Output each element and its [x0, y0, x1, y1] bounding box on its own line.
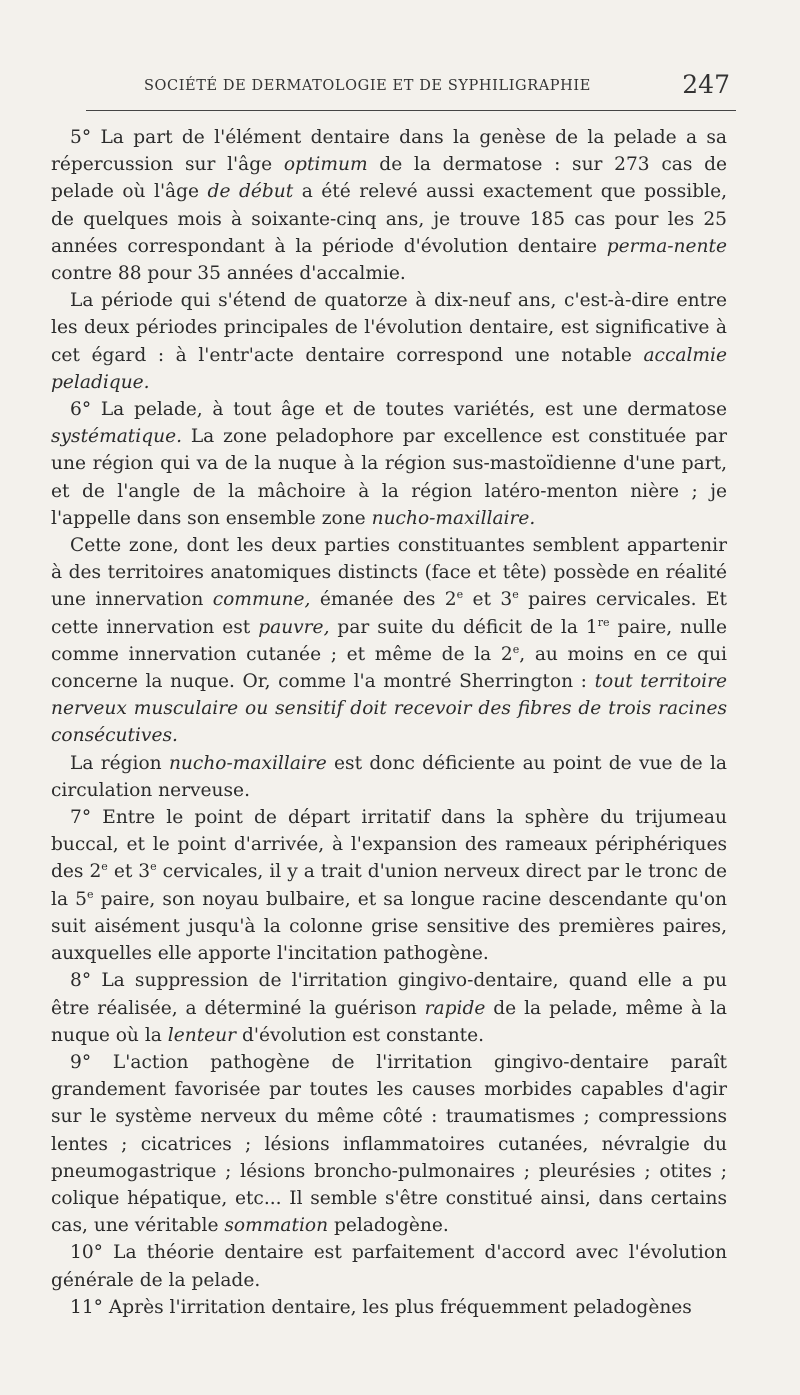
- superscript: e: [456, 588, 464, 602]
- italic-text: tout territoire nerveux musculaire ou sensitif doit recevoir des fibres de trois racines consécutives.: [51, 671, 727, 747]
- text-run: émanée des: [310, 589, 445, 611]
- italic-text: lenteur: [167, 1024, 237, 1046]
- text-run: 2: [444, 589, 457, 611]
- text-run: La période qui s'étend de quatorze à dix-neuf ans, c'est-à-dire entre les deux périodes principales de l'évolution dentaire, est significative à cet égard : à l'entr'acte dentaire correspond une notable: [51, 290, 727, 366]
- text-run: La zone peladophore par excellence est constituée par une région qui va de la nuque à la région sus-mastoïdienne d'une part, et de l'angle de la mâchoire à la région latéro-menton nière ; je l'appelle dans son ensemble zone: [51, 426, 727, 529]
- superscript: re: [597, 615, 610, 629]
- header-title: SOCIÉTÉ DE DERMATOLOGIE ET DE SYPHILIGRAPHIE: [144, 78, 591, 94]
- italic-text: accalmie peladique.: [51, 344, 727, 393]
- text-run: 9° L'action pathogène de l'irritation gingivo-dentaire paraît grandement favorisée par toutes les causes morbides capables d'agir sur le système nerveux du même côté : traumatismes ; compressions lentes ; cicatrices ; lésions inflammatoires cutanées, névralgie du pneumogastrique ; lésions broncho-pulmonaires ; pleurésies ; otites ; colique hépatique, etc... Il semble s'être constitué ainsi, dans certains cas, une véritable: [51, 1051, 727, 1237]
- paragraph: [51, 124, 727, 287]
- text-run: 6° La pelade, à tout âge et de toutes variétés, est une dermatose: [70, 399, 727, 421]
- text-run: et 3: [107, 861, 151, 883]
- text-run: est donc déficiente au point de vue de la circulation nerveuse.: [51, 752, 727, 801]
- text-run: La région: [70, 752, 169, 774]
- text-run: par suite du déficit de la 1: [329, 616, 598, 638]
- paragraph: [51, 804, 727, 967]
- italic-text: optimum: [283, 154, 368, 176]
- italic-text: perma-nente: [606, 235, 727, 257]
- italic-text: rapide: [424, 997, 486, 1019]
- superscript: e: [86, 887, 94, 901]
- superscript: e: [150, 860, 157, 874]
- superscript: e: [101, 860, 108, 874]
- text-run: paire, nulle comme innervation cutanée ; et même de la 2: [51, 616, 727, 665]
- italic-text: commune,: [212, 589, 311, 611]
- paragraph: [51, 967, 727, 1049]
- italic-text: de début: [207, 181, 294, 203]
- paragraph: [51, 750, 727, 804]
- text-run: paires cervicales. Et cette innervation est: [51, 589, 727, 638]
- text-run: 11° Après l'irritation dentaire, les plus fréquemment peladogènes: [70, 1296, 692, 1318]
- body-text: [51, 124, 727, 1321]
- running-header: [86, 70, 736, 102]
- paragraph: [51, 1239, 727, 1293]
- italic-text: sommation: [224, 1215, 329, 1237]
- italic-text: systématique.: [51, 426, 182, 448]
- paragraph: [51, 396, 727, 532]
- superscript: e: [512, 588, 519, 602]
- text-run: contre 88 pour 35 années d'accalmie.: [51, 263, 406, 285]
- text-run: 8° La suppression de l'irritation gingivo-dentaire, quand elle a pu être réalisée, a déterminé la guérison: [51, 970, 727, 1019]
- italic-text: pauvre,: [258, 616, 330, 638]
- italic-text: nucho-maxillaire.: [371, 507, 536, 529]
- text-run: peladogène.: [328, 1215, 449, 1237]
- text-run: 10° La théorie dentaire est parfaitement d'accord avec l'évolution générale de la pelade.: [51, 1242, 727, 1291]
- paragraph: [51, 1294, 727, 1321]
- text-run: et 3: [463, 589, 513, 611]
- text-run: 5° La part de l'élément dentaire dans la genèse de la pelade a sa répercussion sur l'âge: [51, 127, 727, 176]
- text-run: d'évolution est constante.: [236, 1024, 485, 1046]
- text-run: 7° Entre le point de départ irritatif dans la sphère du trijumeau buccal, et le point d'arrivée, à l'expansion des rameaux périphériques des 2: [51, 807, 727, 883]
- paragraph: [51, 1049, 727, 1239]
- text-run: , au moins en ce qui concerne la nuque. Or, comme l'a montré Sherrington :: [51, 643, 727, 693]
- header-rule: [86, 110, 736, 111]
- superscript: e: [512, 642, 520, 656]
- text-run: paire, son noyau bulbaire, et sa longue racine descendante qu'on suit aisément jusqu'à la colonne grise sensitive des premières paires, auxquelles elle apporte l'incitation pathogène.: [51, 888, 728, 965]
- text-run: Cette zone, dont les deux parties constituantes semblent appartenir à des territoires anatomiques distincts (face et tête) possède en réalité une innervation: [51, 535, 727, 611]
- paragraph: [51, 287, 727, 396]
- italic-text: nucho-maxillaire: [168, 752, 327, 774]
- paragraph: [51, 532, 727, 750]
- text-run: de la dermatose : sur 273 cas de pelade où l'âge: [51, 154, 727, 203]
- text-run: de la pelade, même à la nuque où la: [51, 997, 727, 1046]
- text-run: a été relevé aussi exactement que possible, de quelques mois à soixante-cinq ans, je trouve 185 cas pour les 25 années correspondant à la période d'évolution dentaire: [51, 181, 728, 257]
- page-number: 247: [682, 70, 730, 99]
- text-run: cervicales, il y a trait d'union nerveux direct par le tronc de la 5: [51, 861, 727, 910]
